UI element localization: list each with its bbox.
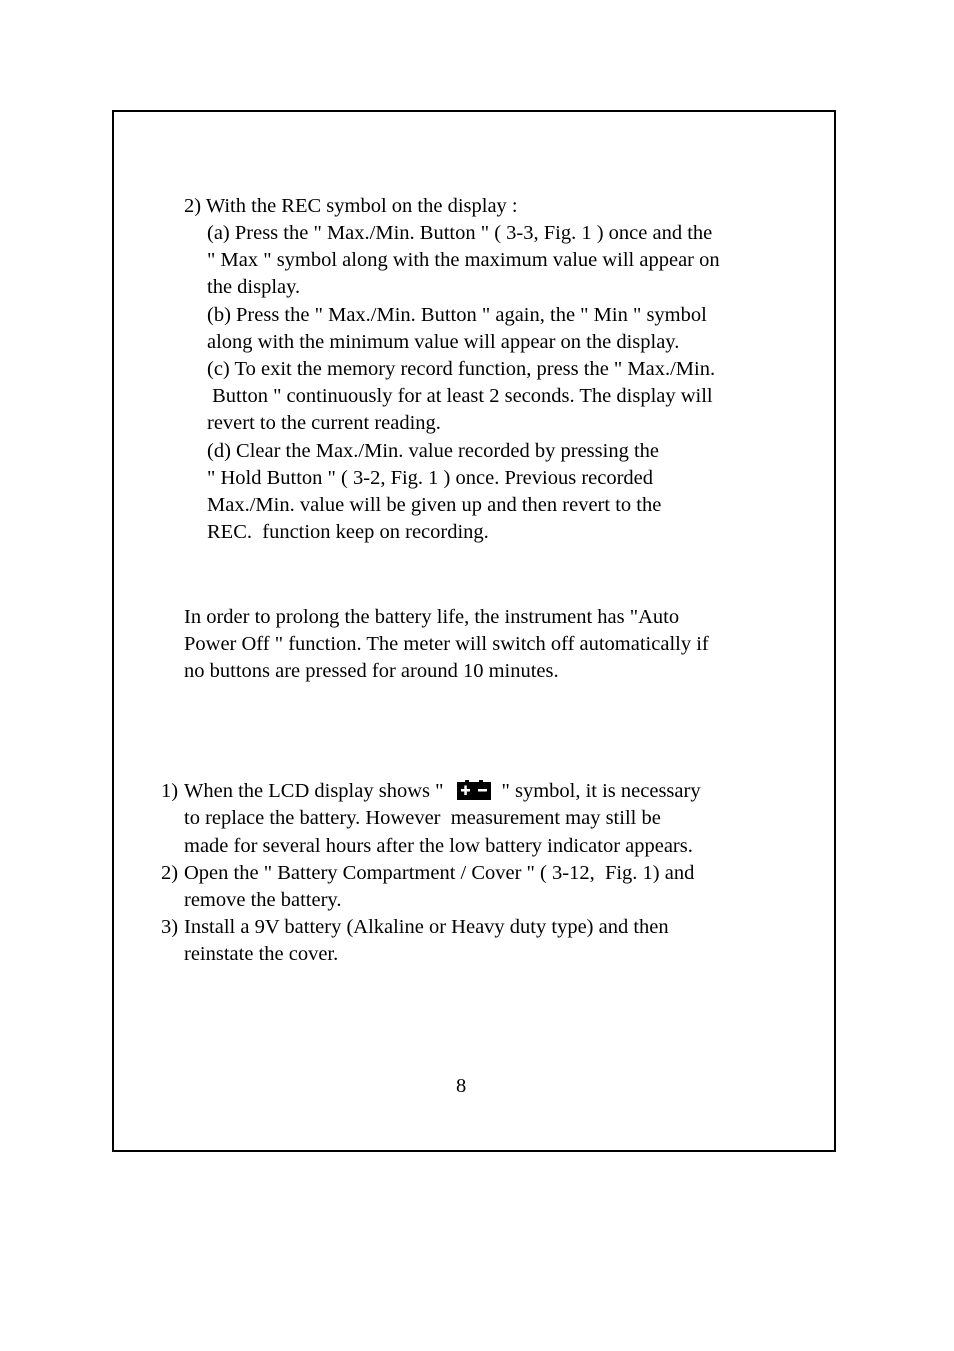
auto-power-off-line: Power Off " function. The meter will switch off automatically if (184, 633, 709, 655)
rec-heading: 2) With the REC symbol on the display : (184, 195, 518, 217)
rec-line: " Hold Button " ( 3-2, Fig. 1 ) once. Previous recorded (207, 467, 654, 489)
battery-item-1-post: " symbol, it is necessary (501, 780, 701, 802)
rec-line: revert to the current reading. (207, 412, 441, 434)
auto-power-off-line: no buttons are pressed for around 10 minutes. (184, 660, 559, 682)
rec-line: Button " continuously for at least 2 seconds. The display will (207, 385, 713, 407)
battery-item-3-cont: reinstate the cover. (184, 943, 339, 965)
rec-line: the display. (207, 276, 301, 298)
page-number: 8 (456, 1075, 467, 1097)
battery-item-1-number: 1) (161, 780, 179, 802)
rec-line: REC. function keep on recording. (207, 521, 489, 543)
rec-line: along with the minimum value will appear on the display. (207, 331, 680, 353)
battery-item-1-cont: to replace the battery. However measurement may still be (184, 807, 661, 829)
rec-line: (b) Press the " Max./Min. Button " again, the " Min " symbol (207, 304, 707, 326)
battery-item-3-number: 3) (161, 916, 179, 938)
battery-item-1-pre: When the LCD display shows " (184, 780, 444, 802)
battery-item-2-cont: remove the battery. (184, 889, 342, 911)
battery-item-2-number: 2) (161, 862, 179, 884)
rec-line: " Max " symbol along with the maximum value will appear on (207, 249, 720, 271)
rec-line: (a) Press the " Max./Min. Button " ( 3-3, Fig. 1 ) once and the (207, 222, 713, 244)
rec-line: (d) Clear the Max./Min. value recorded by pressing the (207, 440, 660, 462)
rec-line: (c) To exit the memory record function, press the " Max./Min. (207, 358, 716, 380)
battery-item-3: Install a 9V battery (Alkaline or Heavy duty type) and then (184, 916, 669, 938)
battery-icon (457, 780, 491, 800)
battery-item-1-cont: made for several hours after the low battery indicator appears. (184, 835, 693, 857)
rec-line: Max./Min. value will be given up and then revert to the (207, 494, 662, 516)
battery-item-2: Open the " Battery Compartment / Cover " ( 3-12, Fig. 1) and (184, 862, 695, 884)
auto-power-off-line: In order to prolong the battery life, the instrument has "Auto (184, 606, 680, 628)
battery-item-1 (184, 778, 701, 805)
